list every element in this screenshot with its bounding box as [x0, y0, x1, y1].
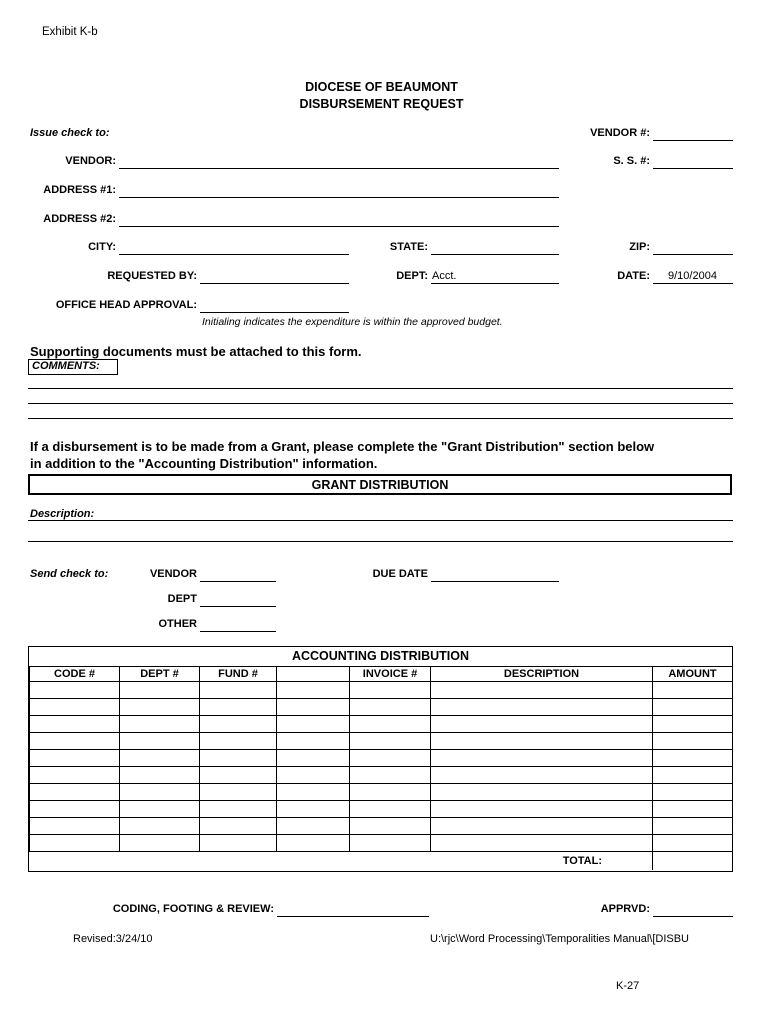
col-fund: FUND #: [200, 667, 277, 682]
send-vendor-field[interactable]: [200, 581, 276, 582]
city-label: CITY:: [88, 241, 116, 253]
requested-by-field[interactable]: [200, 283, 349, 284]
cell-dept[interactable]: [120, 818, 200, 835]
description-line-1[interactable]: [28, 520, 733, 521]
exhibit-label: Exhibit K-b: [42, 26, 98, 38]
grant-distribution-header: [28, 474, 732, 495]
send-dept-field[interactable]: [200, 606, 276, 607]
date-field[interactable]: [653, 283, 733, 284]
cell-description[interactable]: [431, 750, 653, 767]
description-line-2[interactable]: [28, 541, 733, 542]
accounting-total-row: [30, 852, 733, 870]
cell-fund[interactable]: [200, 716, 277, 733]
cell-fund[interactable]: [200, 784, 277, 801]
cell-fund[interactable]: [200, 801, 277, 818]
cell-amount[interactable]: [653, 801, 733, 818]
cell-fund[interactable]: [200, 699, 277, 716]
cell-blank[interactable]: [277, 801, 350, 818]
requested-by-label: REQUESTED BY:: [107, 270, 197, 282]
page-number: K-27: [616, 980, 640, 992]
date-value: 9/10/2004: [668, 270, 717, 282]
col-blank: [277, 667, 350, 682]
grant-distribution-title: GRANT DISTRIBUTION: [311, 478, 449, 492]
cell-invoice[interactable]: [350, 699, 431, 716]
header-title: DISBURSEMENT REQUEST: [299, 97, 464, 111]
address2-label: ADDRESS #2:: [43, 213, 116, 225]
vendor-number-label: VENDOR #:: [590, 127, 650, 139]
cell-invoice[interactable]: [350, 716, 431, 733]
zip-label: ZIP:: [629, 241, 650, 253]
accounting-row: [30, 682, 733, 699]
cell-description[interactable]: [431, 835, 653, 852]
cell-description[interactable]: [431, 784, 653, 801]
date-label: DATE:: [617, 270, 650, 282]
accounting-row: [30, 716, 733, 733]
vendor-number-field[interactable]: [653, 140, 733, 141]
send-dept-label: DEPT: [167, 593, 197, 605]
cell-amount[interactable]: [653, 818, 733, 835]
office-head-approval-field[interactable]: [200, 312, 349, 313]
cell-invoice[interactable]: [350, 733, 431, 750]
cell-fund[interactable]: [200, 733, 277, 750]
cell-amount[interactable]: [653, 750, 733, 767]
address1-field[interactable]: [119, 197, 559, 198]
city-field[interactable]: [119, 254, 349, 255]
description-label: Description:: [30, 508, 95, 520]
accounting-distribution-table: [28, 646, 733, 872]
col-invoice: INVOICE #: [350, 667, 431, 682]
col-description: DESCRIPTION: [431, 667, 653, 682]
cell-dept[interactable]: [120, 682, 200, 699]
cell-invoice[interactable]: [350, 801, 431, 818]
cell-invoice[interactable]: [350, 682, 431, 699]
accounting-grid: [29, 666, 733, 870]
state-field[interactable]: [431, 254, 559, 255]
cell-description[interactable]: [431, 699, 653, 716]
cell-dept[interactable]: [120, 835, 200, 852]
cell-invoice[interactable]: [350, 767, 431, 784]
cell-amount[interactable]: [653, 835, 733, 852]
cell-invoice[interactable]: [350, 784, 431, 801]
supporting-docs-notice: Supporting documents must be attached to this form.: [30, 344, 362, 359]
dept-field[interactable]: [431, 283, 559, 284]
cell-fund[interactable]: [200, 767, 277, 784]
accounting-rows: [30, 682, 733, 852]
cell-amount[interactable]: [653, 784, 733, 801]
accounting-row: [30, 801, 733, 818]
comments-line-1[interactable]: [28, 388, 733, 389]
send-other-label: OTHER: [158, 618, 197, 630]
cell-invoice[interactable]: [350, 750, 431, 767]
cell-amount[interactable]: [653, 716, 733, 733]
cell-dept[interactable]: [120, 750, 200, 767]
apprvd-label: APPRVD:: [600, 903, 650, 915]
cell-description[interactable]: [431, 767, 653, 784]
cell-code[interactable]: [30, 835, 120, 852]
accounting-header-row: [30, 667, 733, 682]
issue-check-to-label: Issue check to:: [30, 127, 110, 139]
cell-description[interactable]: [431, 716, 653, 733]
accounting-row: [30, 835, 733, 852]
coding-footing-review-field[interactable]: [277, 916, 429, 917]
accounting-row: [30, 767, 733, 784]
accounting-row: [30, 818, 733, 835]
cell-dept[interactable]: [120, 733, 200, 750]
address1-label: ADDRESS #1:: [43, 184, 116, 196]
cell-blank[interactable]: [277, 767, 350, 784]
cell-blank[interactable]: [277, 682, 350, 699]
comments-label: COMMENTS:: [28, 359, 118, 375]
cell-code[interactable]: [30, 767, 120, 784]
apprvd-field[interactable]: [653, 916, 733, 917]
accounting-row: [30, 733, 733, 750]
cell-code[interactable]: [30, 784, 120, 801]
accounting-row: [30, 699, 733, 716]
file-path: U:\rjc\Word Processing\Temporalities Manual\[DISBU: [430, 933, 689, 945]
cell-blank[interactable]: [277, 750, 350, 767]
cell-blank[interactable]: [277, 818, 350, 835]
cell-description[interactable]: [431, 682, 653, 699]
cell-code[interactable]: [30, 699, 120, 716]
accounting-distribution-title: ACCOUNTING DISTRIBUTION: [291, 649, 470, 663]
ss-label: S. S. #:: [613, 155, 650, 167]
vendor-field[interactable]: [119, 168, 559, 169]
cell-code[interactable]: [30, 818, 120, 835]
col-amount: AMOUNT: [653, 667, 733, 682]
accounting-row: [30, 750, 733, 767]
coding-footing-review-label: CODING, FOOTING & REVIEW:: [112, 903, 274, 915]
cell-blank[interactable]: [277, 835, 350, 852]
cell-code[interactable]: [30, 733, 120, 750]
col-dept: DEPT #: [120, 667, 200, 682]
accounting-row: [30, 784, 733, 801]
cell-fund[interactable]: [200, 818, 277, 835]
cell-code[interactable]: [30, 716, 120, 733]
comments-line-2[interactable]: [28, 403, 733, 404]
cell-dept[interactable]: [120, 784, 200, 801]
cell-blank[interactable]: [277, 699, 350, 716]
cell-dept[interactable]: [120, 801, 200, 818]
ss-field[interactable]: [653, 168, 733, 169]
office-head-approval-label: OFFICE HEAD APPROVAL:: [55, 299, 197, 311]
cell-fund[interactable]: [200, 835, 277, 852]
header-org: DIOCESE OF BEAUMONT: [305, 80, 458, 94]
send-other-field[interactable]: [200, 631, 276, 632]
cell-description[interactable]: [431, 733, 653, 750]
cell-code[interactable]: [30, 750, 120, 767]
cell-blank[interactable]: [277, 733, 350, 750]
cell-amount[interactable]: [653, 682, 733, 699]
cell-amount[interactable]: [653, 767, 733, 784]
due-date-label: DUE DATE: [372, 568, 428, 580]
cell-dept[interactable]: [120, 716, 200, 733]
cell-blank[interactable]: [277, 716, 350, 733]
cell-fund[interactable]: [200, 750, 277, 767]
send-check-to-label: Send check to:: [30, 568, 109, 580]
cell-amount[interactable]: [653, 699, 733, 716]
cell-fund[interactable]: [200, 682, 277, 699]
zip-field[interactable]: [653, 254, 733, 255]
cell-code[interactable]: [30, 682, 120, 699]
grant-instruction-line1: If a disbursement is to be made from a Grant, please complete the "Grant Distribution" section below: [30, 439, 655, 454]
vendor-label: VENDOR:: [65, 155, 116, 167]
approval-note: Initialing indicates the expenditure is within the approved budget.: [202, 316, 503, 328]
dept-value: Acct.: [432, 270, 457, 282]
cell-amount[interactable]: [653, 733, 733, 750]
comments-line-3[interactable]: [28, 418, 733, 419]
cell-dept[interactable]: [120, 767, 200, 784]
cell-blank[interactable]: [277, 784, 350, 801]
cell-invoice[interactable]: [350, 818, 431, 835]
cell-invoice[interactable]: [350, 835, 431, 852]
send-vendor-label: VENDOR: [149, 568, 197, 580]
cell-description[interactable]: [431, 818, 653, 835]
address2-field[interactable]: [119, 226, 559, 227]
dept-label: DEPT:: [396, 270, 428, 282]
col-code: CODE #: [30, 667, 120, 682]
revised-date: Revised:3/24/10: [73, 933, 153, 945]
grant-instruction-line2: in addition to the "Accounting Distribution" information.: [30, 456, 378, 471]
state-label: STATE:: [389, 241, 428, 253]
cell-code[interactable]: [30, 801, 120, 818]
cell-description[interactable]: [431, 801, 653, 818]
due-date-field[interactable]: [431, 581, 559, 582]
cell-dept[interactable]: [120, 699, 200, 716]
total-amount-cell[interactable]: [653, 852, 733, 870]
total-label: TOTAL:: [30, 852, 653, 870]
